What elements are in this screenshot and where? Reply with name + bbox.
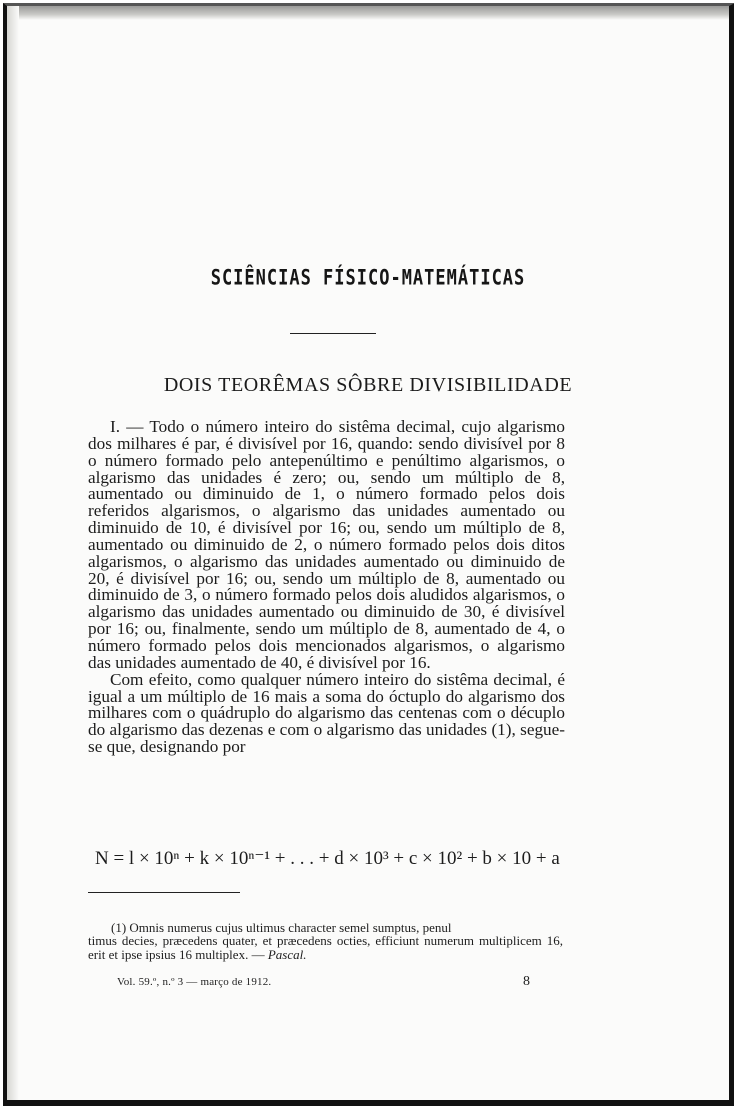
footnote-line-1: Omnis numerus cujus ultimus character semel sumptus, penul: [129, 920, 452, 935]
footnote: [88, 920, 563, 962]
scan-left-edge: [7, 6, 19, 1100]
page-number: 8: [523, 974, 530, 989]
formula: N = l × 10ⁿ + k × 10ⁿ⁻¹ + . . . + d × 10³ + c × 10² + b × 10 + a: [95, 848, 560, 869]
footnote-continuation: [88, 934, 563, 961]
article-title: DOIS TEORÊMAS SÔBRE DIVISIBILIDADE: [163, 374, 573, 396]
article-body: [88, 419, 565, 756]
title-divider: [290, 333, 376, 334]
paragraph-1: I. — Todo o número inteiro do sistêma decimal, cujo algarismo dos milhares é par, é divisível por 16, quando: sendo divisível por 8 o número formado pelo antepenúltimo e penúltimo algarismos, o algarismo das unidades é zero; ou, sendo um múltiplo de 8, aumentado ou diminuido de 1, o número formado pelos dois referidos algarismos, o algarismo das unidades aumentado ou diminuido de 10, é divisível por 16; ou, sendo um múltiplo de 8, aumentado ou diminuido de 2, o número formado pelos dois ditos algarismos, o algarismo das unidades aumentado ou diminuido de 20, é divisível por 16; ou, sendo um múltiplo de 8, aumentado ou diminuido de 3, o número formado pelos dois aludidos algarismos, o algarismo das unidades aumentado ou diminuido de 30, é divisível por 16; ou, finalmente, sendo um múltiplo de 8, aumentado de 4, o número formado pelos dois mencionados algarismos, o algarismo das unidades aumentado de 40, é divisível por 16.: [88, 417, 565, 672]
volume-line: Vol. 59.º, n.º 3 — março de 1912.: [117, 976, 272, 988]
footnote-marker: (1): [111, 920, 127, 935]
footnote-text: timus decies, præcedens quater, et præcedens octies, efficiunt numerum multiplicem 16, erit et ipse ipsius 16 multiplex. —: [88, 933, 563, 962]
journal-page: [3, 3, 734, 1106]
scan-top-edge: [7, 6, 729, 20]
footnote-divider: [88, 892, 240, 893]
section-title: SCIÊNCIAS FÍSICO-MATEMÁTICAS: [210, 265, 526, 291]
footnote-attribution: Pascal.: [267, 946, 307, 962]
paragraph-2: Com efeito, como qualquer número inteiro do sistêma decimal, é igual a um múltiplo de 16 mais a soma do óctuplo do algarismo dos milhares com o quádruplo do algarismo das centenas com o décuplo do algarismo das dezenas e com o algarismo das unidades (1), segue-se que, designando por: [88, 669, 565, 757]
